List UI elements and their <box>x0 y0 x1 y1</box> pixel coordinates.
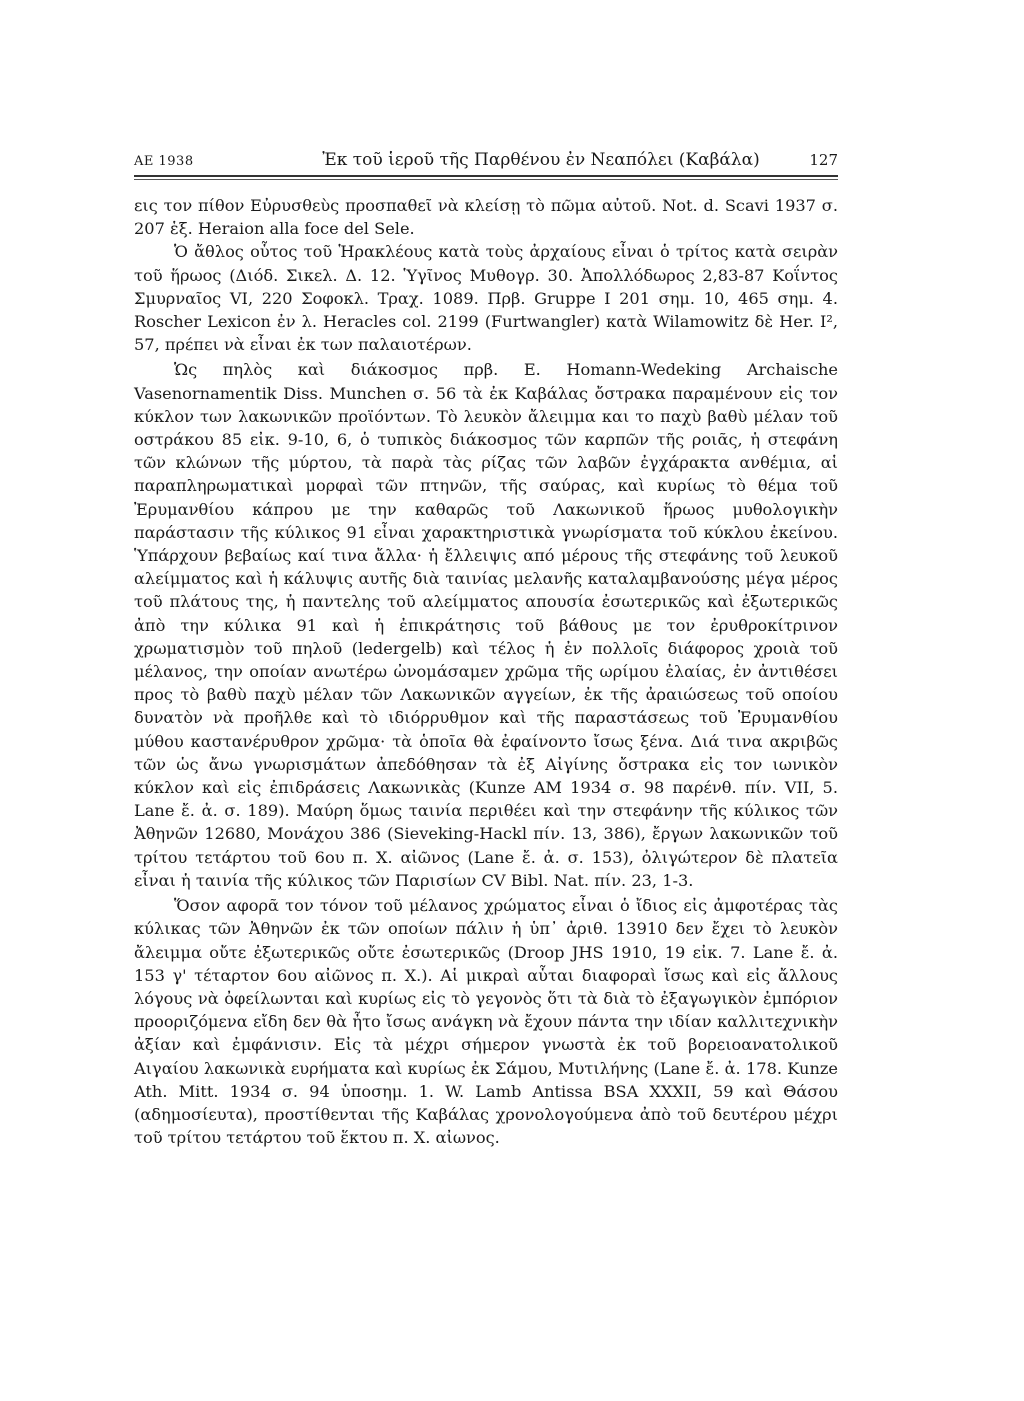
paragraph-black-tone: Ὅσον αφορᾶ τον τόνον τοῦ μέλανος χρώματος εἶναι ὁ ἴδιος εἰς ἀμφοτέρας τὰς κύλικας τῶν Ἀθηνῶν ἐκ τῶν οποίων πάλιν ἡ ὑπ᾽ ἀριθ. 13910 δεν ἔχει τὸ λευκὸν ἄλειμμα οὔτε ἐξωτερικῶς οὔτε ἐσωτερικῶς (Droop JHS 1910, 19 εἰκ. 7. Lane ἔ. ἀ. 153 γ' τέταρτον 6ου αἰῶνος π. Χ.). Αἱ μικραὶ αὗται διαφοραὶ ἴσως καὶ εἰς ἄλλους λόγους νὰ ὀφείλωνται καὶ κυρίως εἰς τὸ γεγονὸς ὅτι τὰ διὰ τὸ ἐξαγωγικὸν ἐμπόριον προοριζόμενα εἴδη δεν θὰ ἦτο ἴσως ανάγκη νὰ ἔχουν πάντα την ιδίαν καλλιτεχνικὴν ἀξίαν καὶ ἐμφάνισιν. Εἰς τὰ μέχρι σήμερον γνωστὰ ἐκ τοῦ βορειοανατολικοῦ Αιγαίου λακωνικὰ ευρήματα καὶ κυρίως ἐκ Σάμου, Μυτιλήνης (Lane ἔ. ἀ. 178. Kunze Ath. Mitt. 1934 σ. 94 ὑποσημ. 1. W. Lamb Antissa BSA XXXII, 59 καὶ Θάσου (αδημοσίευτα), προστίθενται τῆς Καβάλας χρονολογούμενα ἀπὸ τοῦ δευτέρου μέχρι τοῦ τρίτου τετάρτου τοῦ ἕκτου π. Χ. αἰωνος. <box>134 896 838 1148</box>
paragraph-heracles-labour: Ὁ ἄθλος οὗτος τοῦ Ἡρακλέους κατὰ τοὺς ἀρχαίους εἶναι ὁ τρίτος κατὰ σειρὰν τοῦ ἥρωος (Διόδ. Σικελ. Δ. 12. Ὑγῖνος Μυθογρ. 30. Ἀπολλόδωρος 2,83-87 Κοΐντος Σμυρναῖος VI, 220 Σοφοκλ. Τραχ. 1089. Πρβ. Gruppe I 201 σημ. 10, 465 σημ. 4. Roscher Lexicon ἐν λ. Heracles col. 2199 (Furtwangler) κατὰ Wilamowitz δὲ Her. I², 57, πρέπει νὰ εἶναι ἐκ των παλαιοτέρων. <box>134 242 838 355</box>
paragraph-continuation: εις τον πίθον Εὐρυσθεὺς προσπαθεῖ νὰ κλείσῃ τὸ πῶμα αὐτοῦ. Not. d. Scavi 1937 σ. 207 ἑξ. Heraion alla foce del Sele. <box>134 196 838 239</box>
running-title: Ἐκ τοῦ ἱεροῦ τῆς Παρθένου ἐν Νεαπόλει (Καβάλα) <box>322 150 760 170</box>
header-rule <box>134 175 838 177</box>
journal-reference: ΑΕ 1938 <box>134 154 194 169</box>
page <box>134 150 838 1149</box>
running-header <box>134 150 838 172</box>
header-rule-thin <box>134 179 838 180</box>
page-number: 127 <box>809 151 838 169</box>
paragraph-clay-decoration: Ὡς πηλὸς καὶ διάκοσμος πρβ. E. Homann-Wedeking Archaische Vasenornamentik Diss. Munchen σ. 56 τὰ ἐκ Καβάλας ὄστρακα παραμένουν εἰς τον κύκλον των λακωνικῶν προϊόντων. Τὸ λευκὸν ἄλειμμα και το παχὺ βαθὺ μέλαν τοῦ οστράκου 85 εἰκ. 9-10, 6, ὁ τυπικὸς διάκοσμος τῶν καρπῶν τῆς ροιᾶς, ἡ στεφάνη τῶν κλώνων τῆς μύρτου, τὰ παρὰ τὰς ρίζας τῶν λαβῶν ἐγχάρακτα ανθέμια, αἱ παραπληρωματικαὶ μορφαὶ τῶν πτηνῶν, τῆς σαύρας, καὶ κυρίως τὸ θέμα τοῦ Ἐρυμανθίου κάπρου με την καθαρῶς τοῦ Λακωνικοῦ ἥρωος μυθολογικὴν παράστασιν τῆς κύλικος 91 εἶναι χαρακτηριστικὰ γνωρίσματα τοῦ κύκλου ἐκείνου. Ὑπάρχουν βεβαίως καί τινα ἄλλα· ἡ ἔλλειψις από μέρους τῆς στεφάνης τοῦ λευκοῦ αλείμματος καὶ ἡ κάλυψις αυτῆς διὰ ταινίας μελανῆς καταλαμβανούσης μέγα μέρος τοῦ πλάτους της, ἡ παντελης τοῦ αλείμματος απουσία ἐσωτερικῶς καὶ ἐξωτερικῶς ἀπὸ την κύλικα 91 καὶ ἡ ἐπικράτησις τοῦ βάθους με τον ἐρυθροκίτρινον χρωματισμὸν τοῦ πηλοῦ (ledergelb) καὶ τέλος ἡ ἐν πολλοῖς διάφορος χροιὰ τοῦ μέλανος, την οποίαν ανωτέρω ὠνομάσαμεν χρῶμα τῆς ωρίμου ἐλαίας, ἐν ἀντιθέσει προς τὸ βαθὺ παχὺ μέλαν τῶν Λακωνικῶν αγγείων, ἐκ τῆς ἀραιώσεως τοῦ οποίου δυνατὸν νὰ προῆλθε καὶ τὸ ιδιόρρυθμον καὶ τῆς παραστάσεως τοῦ Ἐρυμανθίου μύθου καστανέρυθρον χρῶμα· τὰ ὁποῖα θὰ ἐφαίνοντο ἴσως ξένα. Διά τινα ακριβῶς τῶν ὡς ἄνω γνωρισμάτων ἀπεδόθησαν τὰ ἐξ Αἰγίνης ὄστρακα εἰς τον ιωνικὸν κύκλον καὶ εἰς ἐπιδράσεις Λακωνικὰς (Kunze AM 1934 σ. 98 παρένθ. πίν. VII, 5. Lane ἔ. ἀ. σ. 189). Μαύρη ὅμως ταινία περιθέει καὶ την στεφάνην τῆς κύλικος τῶν Ἀθηνῶν 12680, Μονάχου 386 (Sieveking-Hackl πίν. 13, 386), ἔργων λακωνικῶν τοῦ τρίτου τετάρτου τοῦ 6ου π. Χ. αἰῶνος (Lane ἔ. ἀ. σ. 153), ὀλιγώτερον δὲ πλατεῖα εἶναι ἡ ταινία τῆς κύλικος τῶν Παρισίων CV Bibl. Nat. πίν. 23, 1-3. <box>134 360 838 890</box>
